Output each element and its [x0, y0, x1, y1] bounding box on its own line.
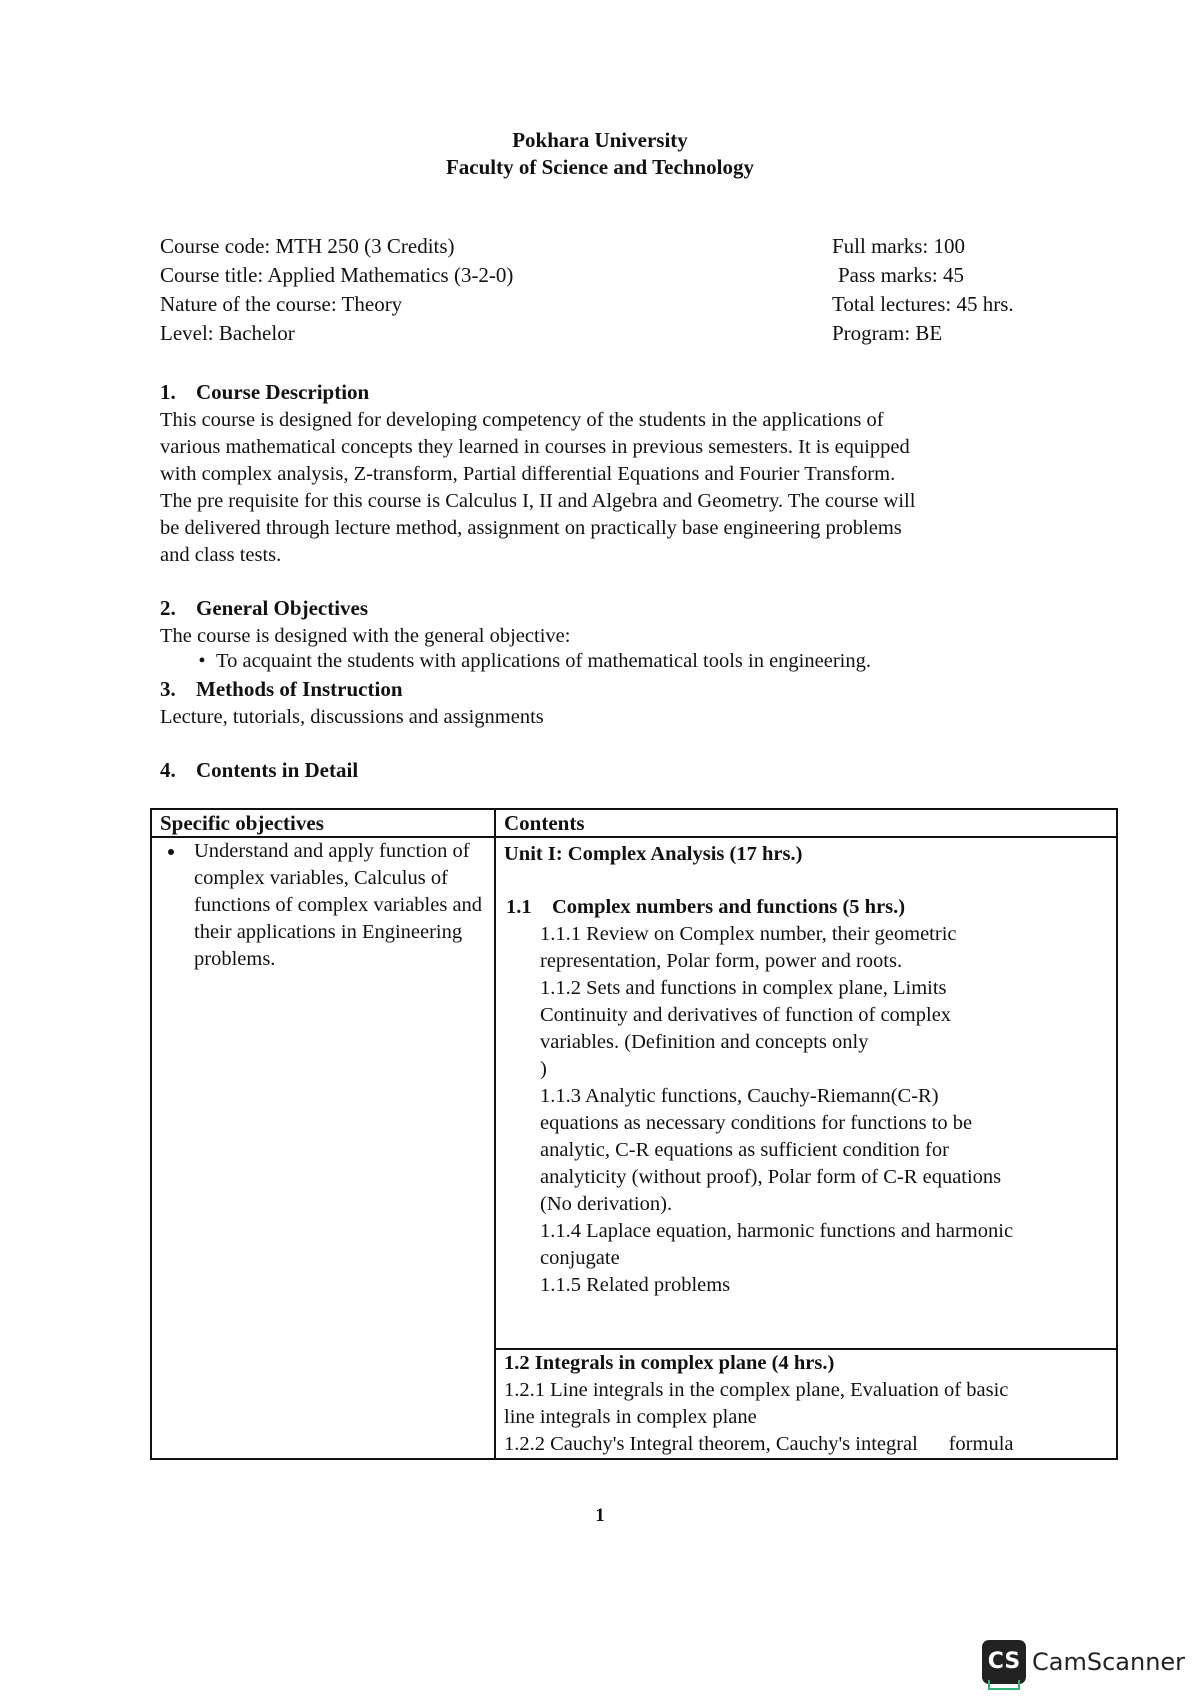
program: Program: BE: [832, 321, 943, 345]
course-level: Level: Bachelor: [160, 321, 295, 345]
section-4-number: 4.: [160, 758, 176, 782]
content-line: 1.1.3 Analytic functions, Cauchy-Riemann(C-R): [540, 1085, 939, 1107]
camscanner-brand: CamScanner: [1032, 1648, 1186, 1676]
section-3-heading: [160, 677, 403, 702]
content-line: 1.2.1 Line integrals in the complex plane, Evaluation of basic: [504, 1379, 1009, 1401]
section-4-title: Contents in Detail: [196, 758, 359, 782]
content-line: analyticity (without proof), Polar form of C-R equations: [540, 1166, 1002, 1188]
pass-marks: Pass marks: 45: [838, 263, 964, 287]
contents-table: [150, 808, 1118, 1460]
course-info-left: [160, 232, 513, 348]
description-line: This course is designed for developing competency of the students in the applications of: [160, 409, 884, 431]
contents-cell-unit-1: [495, 837, 1117, 1349]
content-line: 1.1.2 Sets and functions in complex plane, Limits: [540, 977, 947, 999]
content-line: 1.1.1 Review on Complex number, their geometric: [540, 923, 957, 945]
content-line: 1.2.2 Cauchy's Integral theorem, Cauchy's integral formula: [504, 1433, 1014, 1455]
description-line: various mathematical concepts they learned in courses in previous semesters. It is equipped: [160, 436, 910, 458]
subsection-title: 1.2 Integrals in complex plane (4 hrs.): [504, 1352, 835, 1374]
unit-title: Unit I: Complex Analysis (17 hrs.): [504, 843, 803, 865]
content-line: equations as necessary conditions for functions to be: [540, 1112, 973, 1134]
course-title: Course title: Applied Mathematics (3-2-0): [160, 263, 514, 287]
university-name: Pokhara University: [512, 128, 688, 152]
section-2-title: General Objectives: [196, 596, 369, 620]
content-line: variables. (Definition and concepts only: [540, 1031, 869, 1053]
subsection-number: 1.1: [506, 896, 532, 918]
objectives-list: [160, 838, 486, 973]
general-objective-text: To acquaint the students with applications of mathematical tools in engineering.: [216, 650, 871, 672]
description-line: The pre requisite for this course is Calculus I, II and Algebra and Geometry. The course will: [160, 490, 916, 512]
section-1-heading: [160, 380, 369, 405]
content-line: (No derivation).: [540, 1193, 673, 1215]
total-lectures: Total lectures: 45 hrs.: [832, 292, 1014, 316]
section-3-number: 3.: [160, 677, 176, 701]
table-header-contents: Contents: [495, 809, 1117, 837]
section-4-heading: [160, 758, 358, 783]
general-objective-intro: The course is designed with the general objective:: [160, 625, 571, 647]
content-line: 1.1.5 Related problems: [540, 1274, 731, 1296]
content-line: line integrals in complex plane: [504, 1406, 757, 1428]
course-description: [160, 407, 1046, 569]
description-line: be delivered through lecture method, assignment on practically base engineering problems: [160, 517, 902, 539]
objective-item: • Understand and apply function of complex variables, Calculus of functions of complex variables and their applications in Engineering problems.: [186, 838, 486, 973]
page-number: 1: [595, 1505, 605, 1526]
content-line: representation, Polar form, power and roots.: [540, 950, 903, 972]
subsection-title: Complex numbers and functions (5 hrs.): [552, 896, 906, 918]
camscanner-logo-icon: CS: [982, 1640, 1026, 1684]
content-line: ): [540, 1058, 547, 1080]
content-line: analytic, C-R equations as sufficient condition for: [540, 1139, 949, 1161]
content-line: 1.1.4 Laplace equation, harmonic functions and harmonic: [540, 1220, 1014, 1242]
table-header-row: [151, 809, 1117, 837]
general-objective-bullet: [188, 650, 871, 673]
section-1-number: 1.: [160, 380, 176, 404]
methods-of-instruction: Lecture, tutorials, discussions and assignments: [160, 706, 544, 728]
contents-cell-subsection-1-2: [495, 1349, 1117, 1459]
section-1-title: Course Description: [196, 380, 370, 404]
objectives-cell: [151, 837, 495, 1459]
full-marks: Full marks: 100: [832, 234, 966, 258]
table-row: [151, 837, 1117, 1349]
section-2-number: 2.: [160, 596, 176, 620]
description-line: with complex analysis, Z-transform, Partial differential Equations and Fourier Transform.: [160, 463, 896, 485]
content-line: Continuity and derivatives of function of complex: [540, 1004, 952, 1026]
table-header-objectives: Specific objectives: [151, 809, 495, 837]
faculty-name: Faculty of Science and Technology: [445, 155, 755, 179]
content-line: conjugate: [540, 1247, 620, 1269]
section-2-heading: [160, 596, 368, 621]
description-line: and class tests.: [160, 544, 282, 566]
course-info-right: [832, 232, 1014, 348]
course-code: Course code: MTH 250 (3 Credits): [160, 234, 455, 258]
bullet-icon: •: [198, 650, 206, 672]
section-3-title: Methods of Instruction: [196, 677, 403, 701]
course-nature: Nature of the course: Theory: [160, 292, 403, 316]
subsection-heading: [506, 894, 1108, 921]
